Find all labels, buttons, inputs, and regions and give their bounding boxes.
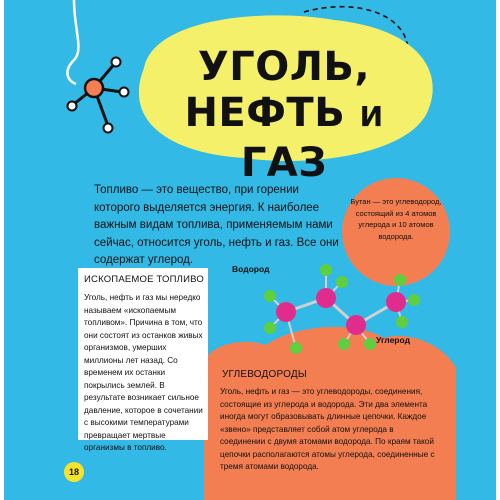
hydrogen-atom <box>396 316 408 328</box>
fossil-fuel-heading: ИСКОПАЕМОЕ ТОПЛИВО <box>84 274 204 285</box>
hydrogen-atom <box>264 322 276 334</box>
hydrocarbons-text: Уголь, нефть и газ — это углеводороды, соединения, состоящие из углерода и водорода. Эти два элемента иногда могут образовывать длинные цепочки. Каждое «звено» представляет собой атом углерода в соединении с двумя атомами водорода. По краям такой цепочки располагаются атомы углерода, соединенные с тремя атомами водорода. <box>220 387 435 471</box>
book-page <box>4 0 496 500</box>
hydrogen-atom <box>264 290 276 302</box>
carbon-atom <box>316 288 336 308</box>
carbon-atom <box>276 302 296 322</box>
hydrogen-atom <box>338 338 350 350</box>
intro-paragraph: Топливо — это вещество, при горении которого выделяется энергия. К наиболее важным видам топлива, применяемым нами сейчас, относится уголь, нефть и газ. Все они содержат углерод. <box>94 184 339 266</box>
hydrogen-atom <box>364 338 376 350</box>
carbon-atom <box>386 292 406 312</box>
page-number: 18 <box>64 462 84 482</box>
hydrogen-atom <box>408 294 420 306</box>
title-word-gas: ГАЗ <box>240 140 328 186</box>
hydrogen-atom <box>394 274 406 286</box>
butane-note: Бутан — это углеводород, состоящий из 4 атомов углерода и 10 атомов водорода. <box>350 197 442 241</box>
title-word-oil: НЕФТЬ <box>184 90 346 136</box>
hydrogen-atom <box>336 276 348 288</box>
hydrocarbons-heading: УГЛЕВОДОРОДЫ <box>222 369 307 380</box>
carbon-atom <box>346 315 366 335</box>
hydrogen-atom <box>320 264 332 276</box>
hydrogen-label: Водород <box>232 264 270 274</box>
hydrogen-atom <box>290 342 302 354</box>
title-line-1: УГОЛЬ, <box>197 44 371 90</box>
title-word-and: И <box>359 100 384 133</box>
fossil-fuel-text: Уголь, нефть и газ мы нередко называем «ископаемым топливом». Причина в том, что они состоят из останков живых организмов, умерших миллионы лет назад. Со временем их останки покрылись землей. В результате возникает сильное давление, которое в сочетании с высокими температурами превращает мертвые организмы в топливо. <box>84 293 203 452</box>
carbon-label: Углерод <box>376 335 410 345</box>
